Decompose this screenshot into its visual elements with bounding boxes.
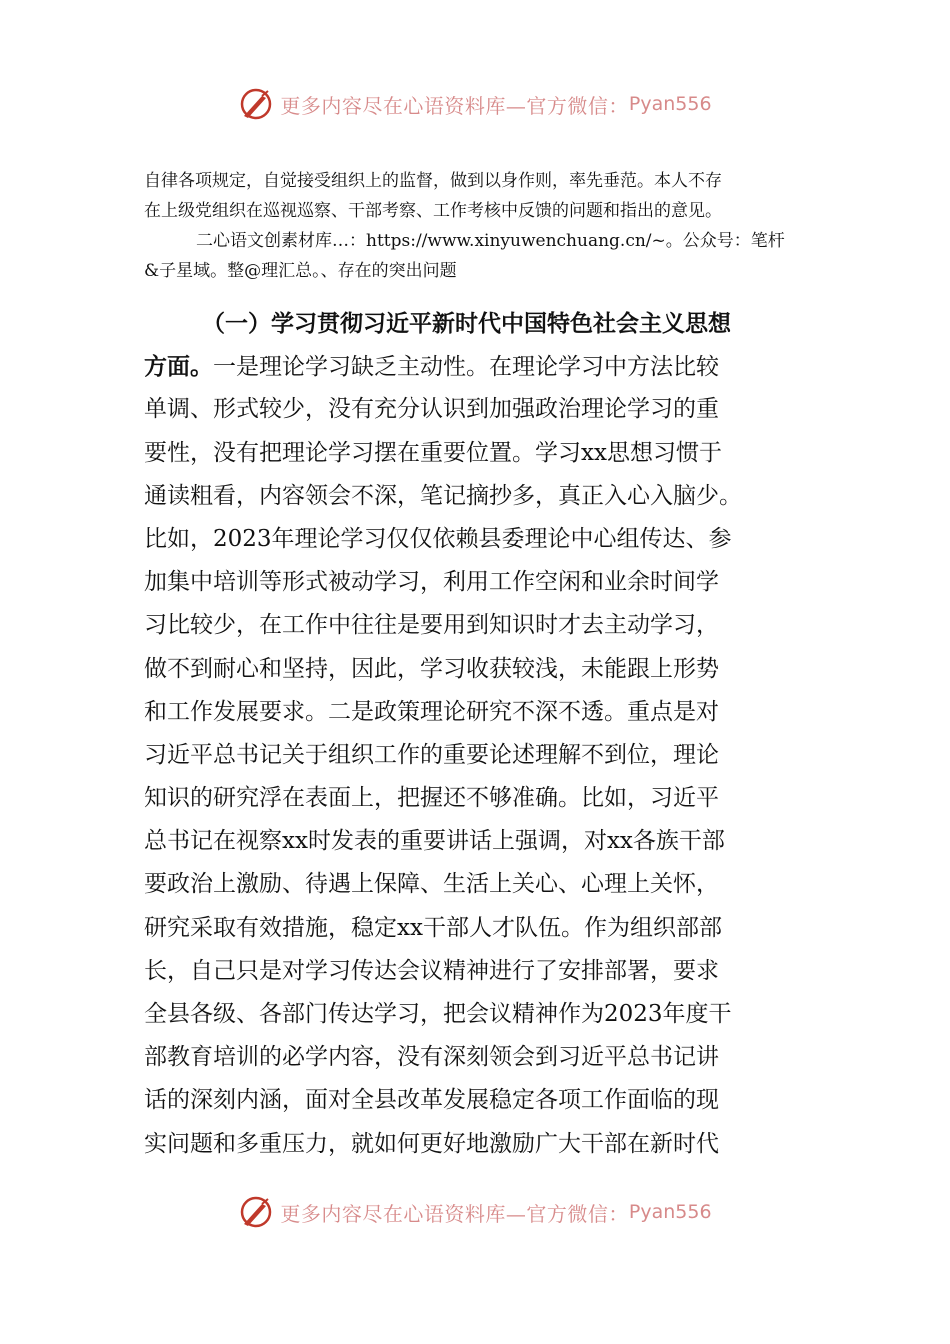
body-line: 比如，2023年理论学习仅仅依赖县委理论中心组传达、参 [144, 525, 732, 552]
header-watermark-banner [0, 82, 950, 126]
intro-line: 自律各项规定，自觉接受组织上的监督，做到以身作则，率先垂范。本人不存 [144, 171, 722, 191]
section-heading: （一）学习贯彻习近平新时代中国特色社会主义思想 [202, 310, 731, 337]
body-line: 习近平总书记关于组织工作的重要论述理解不到位，理论 [144, 741, 719, 768]
banner-text: 更多内容尽在心语资料库—官方微信： [280, 93, 629, 118]
body-line: 总书记在视察xx时发表的重要讲话上强调，对xx各族干部 [144, 828, 725, 855]
body-line: 方面。一是理论学习缺乏主动性。在理论学习中方法比较 [144, 353, 719, 381]
intro-line: 二心语文创素材库…：https://www.xinyuwenchuang.cn/~。公众号：笔杆 [196, 231, 785, 251]
body-line: 做不到耐心和坚持，因此，学习收获较浅，未能跟上形势 [144, 655, 719, 682]
body-line: 全县各级、各部门传达学习，把会议精神作为2023年度干 [144, 1001, 732, 1027]
banner-text: 更多内容尽在心语资料库—官方微信： [280, 1201, 629, 1226]
banner-wechat-id: Pyan556 [628, 93, 712, 115]
body-line: 要性，没有把理论学习摆在重要位置。学习xx思想习惯于 [144, 439, 722, 466]
body-line: 知识的研究浮在表面上，把握还不够准确。比如，习近平 [144, 785, 719, 812]
pen-logo-icon [238, 86, 274, 122]
pen-logo-icon [238, 1194, 274, 1230]
intro-line: &子星域。整@理汇总。、存在的突出问题 [144, 261, 457, 281]
body-line: 习比较少，在工作中往往是要用到知识时才去主动学习， [144, 612, 719, 639]
banner-wechat-id: Pyan556 [628, 1201, 712, 1223]
footer-watermark-banner [0, 1190, 950, 1234]
body-line: 研究采取有效措施，稳定xx干部人才队伍。作为组织部部 [144, 914, 722, 941]
body-line: 话的深刻内涵，面对全县改革发展稳定各项工作面临的现 [144, 1087, 719, 1114]
body-line: 通读粗看，内容领会不深，笔记摘抄多，真正入心入脑少。 [144, 482, 742, 509]
body-line: 和工作发展要求。二是政策理论研究不深不透。重点是对 [144, 698, 719, 725]
body-line: 加集中培训等形式被动学习，利用工作空闲和业余时间学 [144, 569, 719, 596]
body-line: 单调、形式较少，没有充分认识到加强政治理论学习的重 [144, 396, 719, 423]
intro-line: 在上级党组织在巡视巡察、干部考察、工作考核中反馈的问题和指出的意见。 [144, 201, 722, 221]
intro-paragraph [144, 166, 804, 286]
body-line: 要政治上激励、待遇上保障、生活上关心、心理上关怀， [144, 871, 719, 898]
section-body [144, 302, 804, 1166]
body-line: 部教育培训的必学内容，没有深刻领会到习近平总书记讲 [144, 1044, 719, 1071]
section-heading-tail: 方面。 [144, 353, 213, 381]
body-line: 实问题和多重压力，就如何更好地激励广大干部在新时代 [144, 1130, 719, 1157]
body-line: 长，自己只是对学习传达会议精神进行了安排部署，要求 [144, 957, 719, 984]
